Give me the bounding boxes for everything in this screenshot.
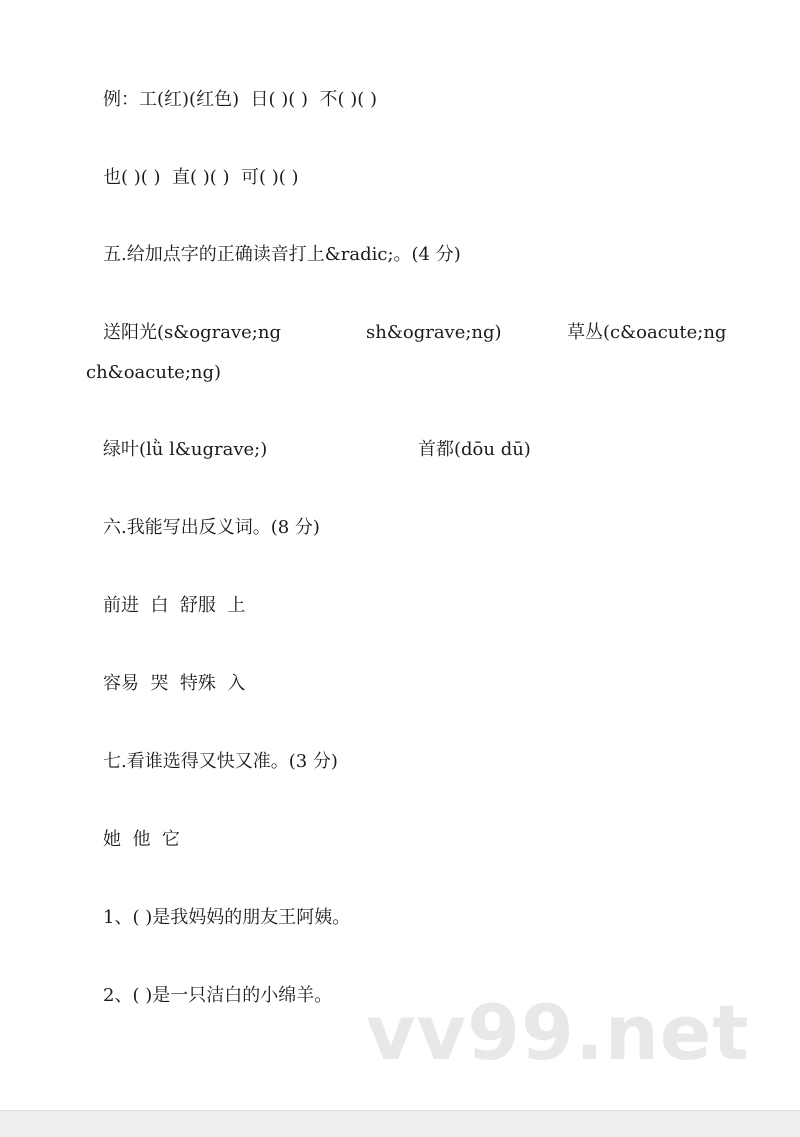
example-continued-line: 也( )( ) 直( )( ) 可( )( ) [103, 167, 299, 188]
section-6-title: 六.我能写出反义词。(8 分) [103, 517, 320, 538]
section-6-words-row-2: 容易 哭 特殊 入 [103, 673, 246, 694]
section-7-question-1: 1、( )是我妈妈的朋友王阿姨。 [103, 907, 351, 928]
section-5-title: 五.给加点字的正确读音打上&radic;。(4 分) [103, 244, 461, 265]
section-5-item-1-option-b: sh&ograve;ng) [366, 322, 502, 343]
section-5-item-1: 送阳光(s&ograve;ng [103, 322, 281, 343]
section-5-item-2-option-b: ch&oacute;ng) [86, 362, 222, 383]
section-7-question-2: 2、( )是一只洁白的小绵羊。 [103, 985, 333, 1006]
section-5-item-4: 首都(dōu dū) [418, 439, 531, 460]
section-7-title: 七.看谁选得又快又准。(3 分) [103, 751, 338, 772]
page-bottom-strip [0, 1111, 800, 1137]
section-7-options: 她 他 它 [103, 829, 180, 850]
section-5-item-2: 草丛(c&oacute;ng [567, 322, 727, 343]
example-line: 例：工(红)(红色) 日( )( ) 不( )( ) [103, 89, 378, 110]
watermark: vv99.net [366, 988, 750, 1077]
section-5-item-3: 绿叶(lǜ l&ugrave;) [103, 439, 268, 460]
section-6-words-row-1: 前进 白 舒服 上 [103, 595, 246, 616]
